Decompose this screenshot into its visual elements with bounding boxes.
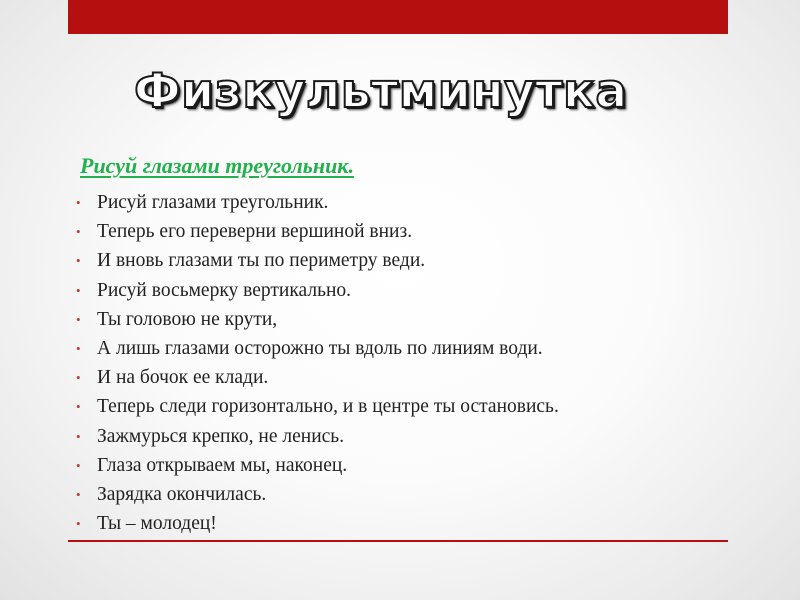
bullet-icon: • [76, 340, 81, 356]
bullet-icon: • [76, 516, 81, 532]
bullet-icon: • [76, 282, 81, 298]
line-text: Зажмурься крепко, не ленись. [97, 425, 345, 447]
list-item [76, 509, 559, 538]
bullet-icon: • [76, 399, 81, 415]
list-item [76, 480, 559, 509]
bullet-icon: • [76, 428, 81, 444]
list-item [76, 305, 559, 334]
bullet-icon: • [76, 224, 81, 240]
bullet-icon: • [76, 486, 81, 502]
bullet-icon: • [76, 195, 81, 210]
list-item [76, 276, 559, 305]
line-text: А лишь глазами осторожно ты вдоль по линиям води. [97, 337, 543, 359]
list-item [76, 334, 559, 363]
bottom-divider [68, 540, 728, 542]
line-text: И на бочок ее клади. [97, 367, 269, 389]
bullet-icon: • [76, 457, 81, 473]
slide-subtitle: Рисуй глазами треугольник. [80, 153, 354, 178]
line-text: Теперь следи горизонтально, и в центре ты остановись. [97, 396, 559, 418]
line-text: Теперь его переверни вершиной вниз. [97, 221, 413, 243]
list-item [76, 188, 559, 217]
line-text: Рисуй глазами треугольник. [97, 192, 329, 213]
line-text: Рисуй восьмерку вертикально. [97, 279, 352, 301]
list-item [76, 451, 559, 480]
top-accent-bar [68, 0, 728, 34]
line-text: Ты – молодец! [97, 513, 217, 535]
bullet-icon: • [76, 253, 81, 269]
list-item [76, 246, 559, 275]
line-text: Ты головою не крути, [97, 308, 278, 330]
line-text: И вновь глазами ты по периметру веди. [97, 250, 426, 272]
slide-title: Физкультминутка [134, 64, 628, 119]
list-item [76, 422, 559, 451]
poem-lines [76, 188, 559, 538]
line-text: Глаза открываем мы, наконец. [97, 454, 348, 476]
bullet-icon: • [76, 370, 81, 386]
line-text: Зарядка окончилась. [97, 483, 267, 505]
list-item [76, 363, 559, 392]
bullet-icon: • [76, 311, 81, 327]
list-item [76, 392, 559, 421]
list-item [76, 217, 559, 246]
